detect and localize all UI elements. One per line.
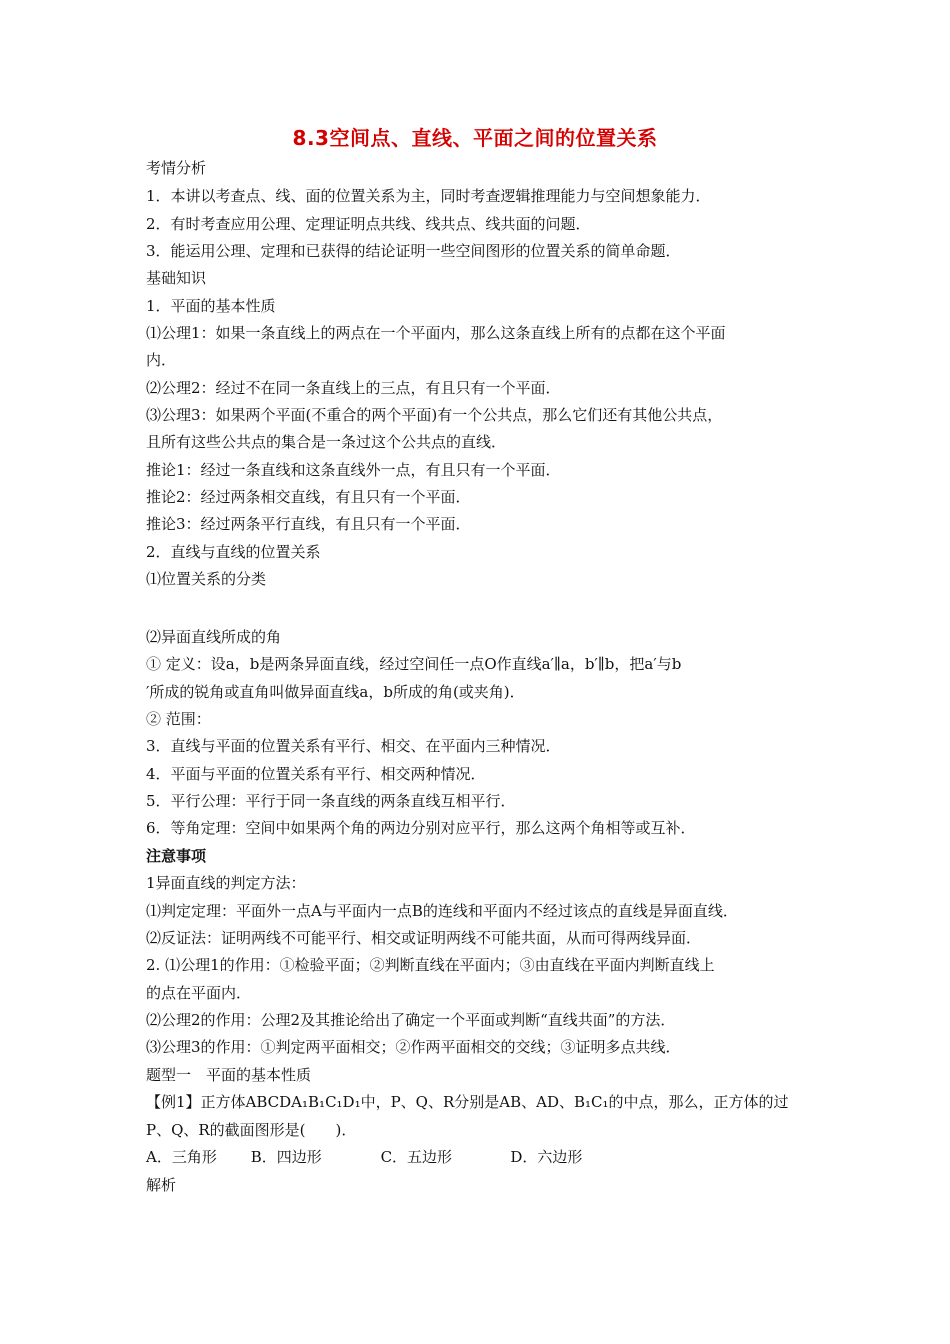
section-heading: 考情分析 xyxy=(146,159,207,177)
text-line: ⑵公理2：经过不在同一条直线上的三点，有且只有一个平面． xyxy=(146,379,561,397)
text-line: 的点在平面内． xyxy=(146,984,252,1002)
option-a: A．三角形 xyxy=(146,1148,217,1166)
text-line: 题型一 平面的基本性质 xyxy=(146,1066,312,1084)
text-line: 内． xyxy=(146,351,177,369)
text-line: ⑵反证法：证明两线不可能平行、相交或证明两线不可能共面，从而可得两线异面． xyxy=(146,929,702,947)
text-line: 推论3：经过两条平行直线，有且只有一个平面． xyxy=(146,515,471,533)
text-line: 2. ⑴公理1的作用：①检验平面；②判断直线在平面内；③由直线在平面内判断直线上 xyxy=(146,956,715,974)
text-line: 6．等角定理：空间中如果两个角的两边分别对应平行，那么这两个角相等或互补． xyxy=(146,819,696,837)
text-line: 4．平面与平面的位置关系有平行、相交两种情况． xyxy=(146,765,486,783)
text-line: 推论2：经过两条相交直线，有且只有一个平面． xyxy=(146,488,471,506)
text-line: ⑵异面直线所成的角 xyxy=(146,628,282,646)
answer-options xyxy=(146,1147,816,1167)
text-line: 2．有时考查应用公理、定理证明点共线、线共点、线共面的问题． xyxy=(146,215,591,233)
option-b: B．四边形 xyxy=(250,1148,322,1166)
text-line: ① 定义：设a，b是两条异面直线，经过空间任一点O作直线a′∥a，b′∥b，把a′与b xyxy=(146,655,682,673)
option-c: C．五边形 xyxy=(380,1148,453,1166)
text-line: ⑶公理3的作用：①判定两平面相交；②作两平面相交的交线；③证明多点共线． xyxy=(146,1038,681,1056)
text-line: P、Q、R的截面图形是( )． xyxy=(146,1121,357,1139)
text-line: ⑵公理2的作用：公理2及其推论给出了确定一个平面或判断“直线共面”的方法． xyxy=(146,1011,676,1029)
text-line: 1．本讲以考查点、线、面的位置关系为主，同时考查逻辑推理能力与空间想象能力． xyxy=(146,187,711,205)
text-line: 5．平行公理：平行于同一条直线的两条直线互相平行． xyxy=(146,792,516,810)
analysis-label: 解析 xyxy=(146,1176,177,1194)
page-title: 8.3空间点、直线、平面之间的位置关系 xyxy=(292,126,658,150)
text-line: 1异面直线的判定方法： xyxy=(146,874,306,892)
text-line: 推论1：经过一条直线和这条直线外一点，有且只有一个平面． xyxy=(146,461,561,479)
option-d: D．六边形 xyxy=(510,1148,583,1166)
text-line: 3．能运用公理、定理和已获得的结论证明一些空间图形的位置关系的简单命题． xyxy=(146,242,681,260)
text-line: 2．直线与直线的位置关系 xyxy=(146,543,321,561)
text-line: ⑴公理1：如果一条直线上的两点在一个平面内，那么这条直线上所有的点都在这个平面 xyxy=(146,324,726,342)
text-line: ② 范围： xyxy=(146,710,211,728)
text-line: ⑶公理3：如果两个平面(不重合的两个平面)有一个公共点，那么它们还有其他公共点， xyxy=(146,406,723,424)
text-line: ′所成的锐角或直角叫做异面直线a，b所成的角(或夹角)． xyxy=(146,683,525,701)
section-heading-bold: 注意事项 xyxy=(146,847,207,865)
text-line: 且所有这些公共点的集合是一条过这个公共点的直线． xyxy=(146,433,507,451)
text-line: 1．平面的基本性质 xyxy=(146,297,276,315)
text-line: ⑴位置关系的分类 xyxy=(146,570,267,588)
section-heading: 基础知识 xyxy=(146,269,207,287)
text-line: ⑴判定定理：平面外一点A与平面内一点B的连线和平面内不经过该点的直线是异面直线． xyxy=(146,902,738,920)
text-line: 3．直线与平面的位置关系有平行、相交、在平面内三种情况． xyxy=(146,737,561,755)
text-line: 【例1】正方体ABCDA₁B₁C₁D₁中，P、Q、R分别是AB、AD、B₁C₁的中点，那么，正方体的过 xyxy=(146,1093,789,1111)
